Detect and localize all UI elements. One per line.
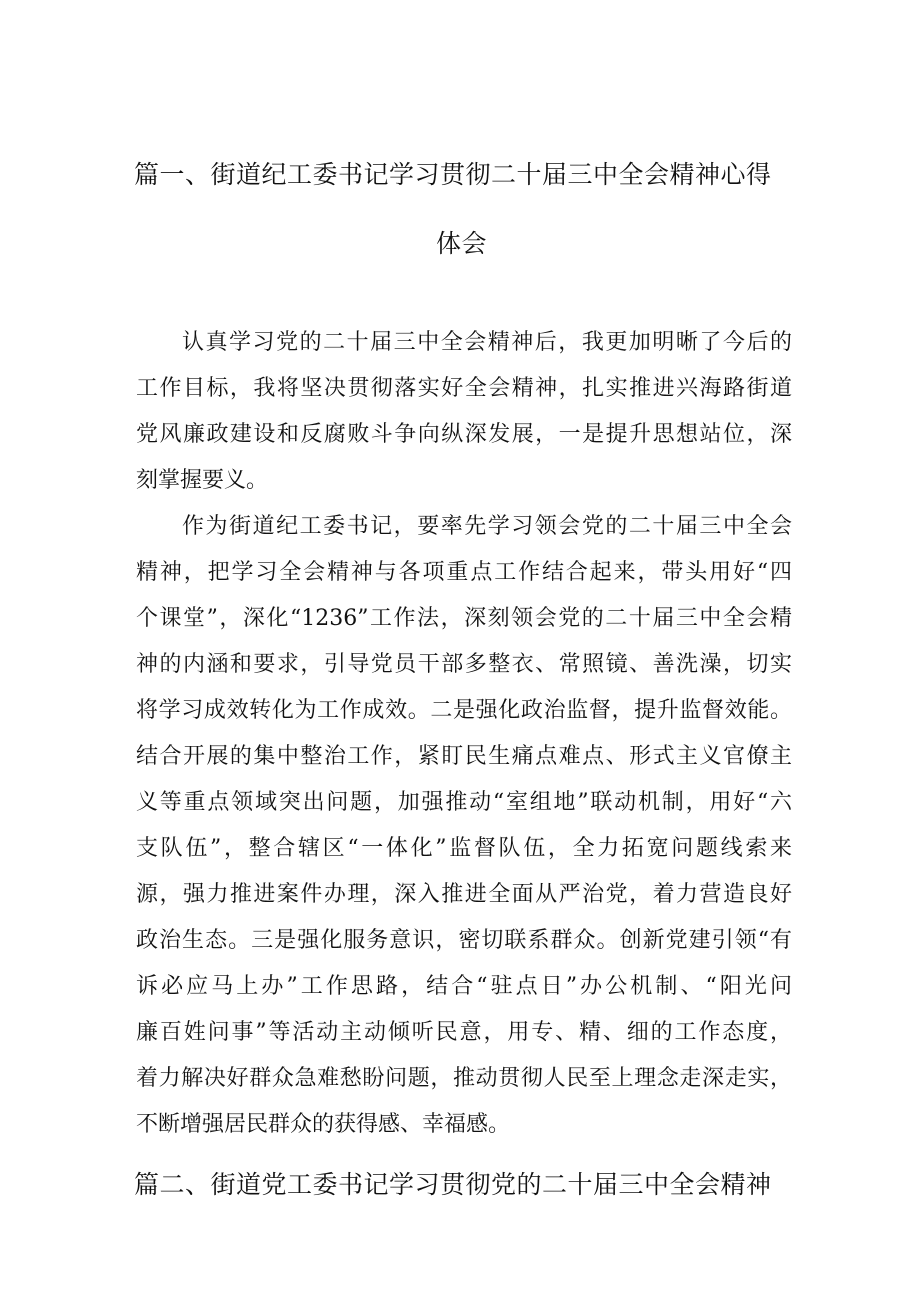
section-2-title: 篇二、街道党工委书记学习贯彻党的二十届三中全会精神 — [134, 1170, 772, 1199]
paragraph-line: 作为街道纪工委书记，要率先学习领会党的二十届三中全会 — [182, 514, 792, 539]
paragraph-line: 刻掌握要义。 — [136, 468, 269, 493]
paragraph-line: 神的内涵和要求，引导党员干部多整衣、常照镜、善洗澡，切实 — [136, 652, 792, 677]
paragraph-line: 义等重点领域突出问题，加强推动“室组地”联动机制，用好“六 — [136, 790, 792, 815]
section-1-title-line-2: 体会 — [436, 229, 488, 258]
section-1-title-line-1: 篇一、街道纪工委书记学习贯彻二十届三中全会精神心得 — [134, 160, 772, 189]
paragraph-line: 工作目标，我将坚决贯彻落实好全会精神，扎实推进兴海路街道 — [136, 376, 792, 401]
paragraph-line: 个课堂”，深化“1236”工作法，深刻领会党的二十届三中全会精 — [136, 606, 792, 631]
paragraph-line: 将学习成效转化为工作成效。二是强化政治监督，提升监督效能。 — [136, 698, 792, 723]
paragraph-line: 廉百姓问事”等活动主动倾听民意，用专、精、细的工作态度， — [136, 1020, 792, 1045]
paragraph-line: 诉必应马上办”工作思路，结合“驻点日”办公机制、“阳光问 — [136, 974, 792, 999]
paragraph-line: 精神，把学习全会精神与各项重点工作结合起来，带头用好“四 — [136, 560, 792, 585]
paragraph-line: 不断增强居民群众的获得感、幸福感。 — [136, 1112, 511, 1137]
paragraph-line: 党风廉政建设和反腐败斗争向纵深发展，一是提升思想站位，深 — [136, 422, 792, 447]
paragraph-line: 支队伍”，整合辖区“一体化”监督队伍，全力拓宽问题线索来 — [136, 836, 792, 861]
paragraph-line: 认真学习党的二十届三中全会精神后，我更加明晰了今后的 — [182, 330, 792, 355]
paragraph-line: 源，强力推进案件办理，深入推进全面从严治党，着力营造良好 — [136, 882, 792, 907]
paragraph-line: 着力解决好群众急难愁盼问题，推动贯彻人民至上理念走深走实， — [136, 1066, 792, 1091]
paragraph-line: 结合开展的集中整治工作，紧盯民生痛点难点、形式主义官僚主 — [136, 744, 792, 769]
paragraph-line: 政治生态。三是强化服务意识，密切联系群众。创新党建引领“有 — [136, 928, 792, 953]
